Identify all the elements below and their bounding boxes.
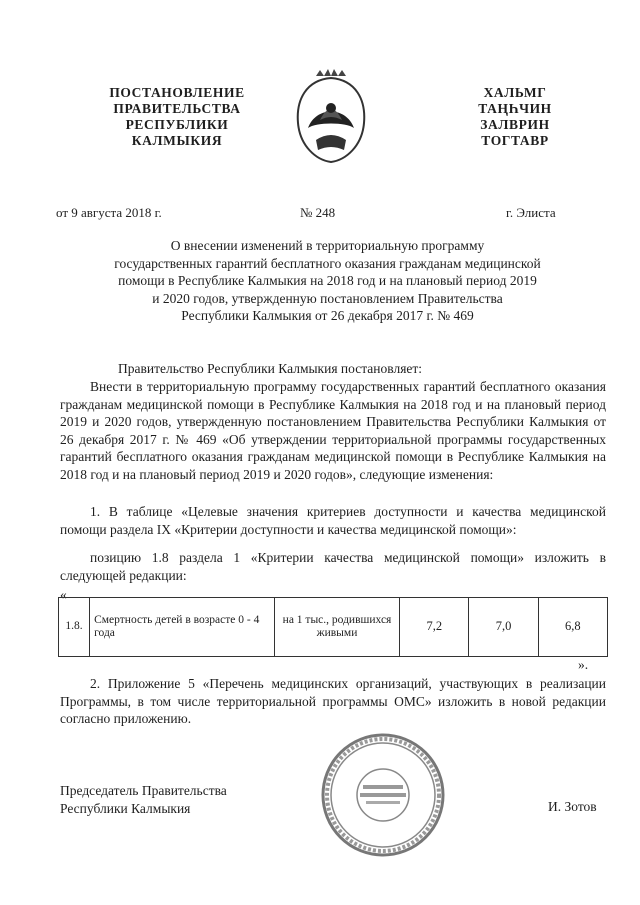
criteria-table [58,597,608,657]
header-right-line: ЗАЛВРИН [480,117,550,132]
title-line: государственных гарантий бесплатного оказания гражданам медицинской [114,255,541,271]
table-cell-value-2018: 7,2 [400,598,469,657]
document-title [60,237,595,325]
header-left-line: ПОСТАНОВЛЕНИЕ [109,85,245,100]
table-cell-number: 1.8. [59,598,90,657]
table-cell-criterion: Смертность детей в возрасте 0 - 4 года [90,598,275,657]
paragraph-position: позицию 1.8 раздела 1 «Критерии качества медицинской помощи» изложить в следующей редакции: [60,550,606,583]
header-left-line: ПРАВИТЕЛЬСТВА [113,101,241,116]
quote-close-mark: ». [578,657,589,672]
title-line: Республики Калмыкия от 26 декабря 2017 г. № 469 [181,308,474,323]
title-line: и 2020 годов, утвержденную постановлением Правительства [152,290,503,306]
header-right-title [440,85,590,149]
signatory-position [60,782,227,817]
document-city: г. Элиста [506,205,556,220]
document-date: от 9 августа 2018 г. [56,205,162,220]
table-cell-value-2020: 6,8 [538,598,607,657]
table-cell-value-2019: 7,0 [469,598,538,657]
document-number: № 248 [300,205,336,220]
official-round-stamp-icon [318,730,448,860]
header-left-title [92,85,262,149]
title-line: помощи в Республике Калмыкия на 2018 год и на плановый период 2019 [118,273,537,288]
paragraph-main: Внести в территориальную программу государственных гарантий бесплатного оказания гражданам медицинской помощи в Республике Калмыкия на 2018 год и на плановый период 2019 и 2020 годов, утвержденную постановлением Правительства Республики Калмыкия от 26 декабря 2017 г. № 469 «Об утверждении территориальной программы государственных гарантий бесплатного оказания гражданам медицинской помощи в Республике Калмыкия на 2018 год и на плановый период 2019 и 2020 годов», следующие изменения: [60,379,606,482]
paragraph-item-2: 2. Приложение 5 «Перечень медицинских организаций, участвующих в реализации Программы, в том числе территориальной программы ОМС» изложить в новой редакции согласно приложению. [60,676,606,726]
table-cell-unit: на 1 тыс., родившихся живыми [274,598,399,657]
kalmykia-emblem-icon [286,68,376,168]
signatory-position-line: Республики Калмыкия [60,800,191,816]
header-right-line: ТАҢҺЧИН [478,101,552,116]
table-row [59,598,608,657]
header-left-line: КАЛМЫКИЯ [131,133,223,148]
header-right-line: ТОГТАВР [481,133,549,148]
title-line: О внесении изменений в территориальную программу [170,238,485,253]
quote-open-mark: « [60,587,67,602]
paragraph-item-1: 1. В таблице «Целевые значения критериев доступности и качества медицинской помощи раздела IX «Критерии доступности и качества медицинской помощи»: [60,504,606,537]
signatory-position-line: Председатель Правительства [60,783,227,798]
header-left-line: РЕСПУБЛИКИ [125,117,229,132]
signatory-name: И. Зотов [548,799,597,814]
intro-paragraph: Правительство Республики Калмыкия постановляет: [118,361,423,376]
header-right-line: ХАЛЬМГ [483,85,547,100]
